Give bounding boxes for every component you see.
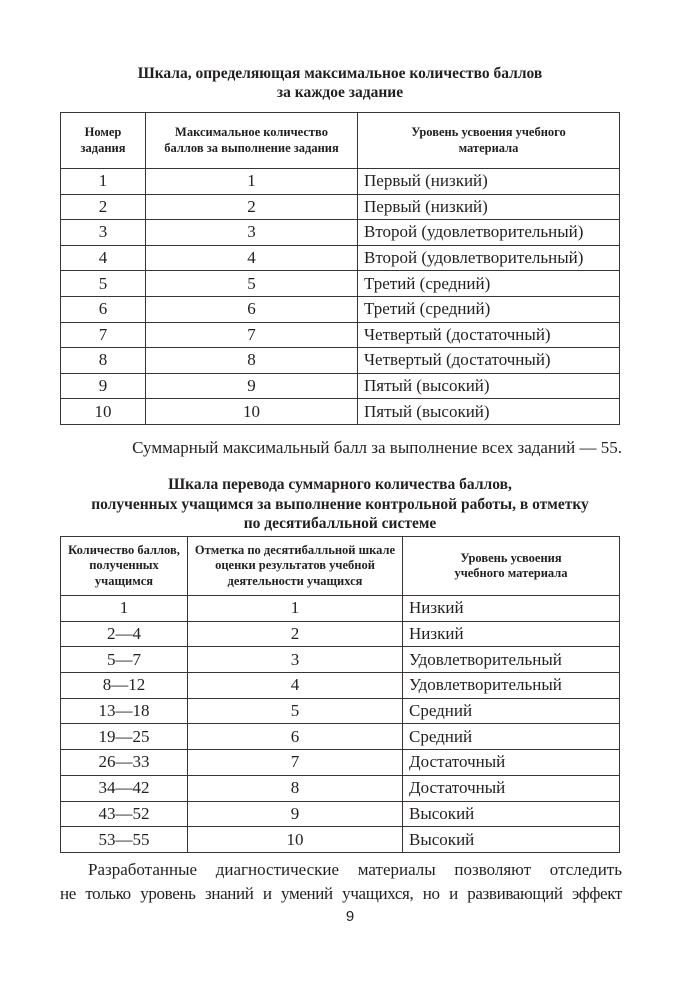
table-row (61, 373, 620, 399)
table-row (61, 673, 620, 699)
cell-level: Высокий (403, 827, 620, 853)
header-level: Уровень усвоения учебного материала (358, 113, 620, 169)
page-number: 9 (345, 908, 355, 925)
cell-task: 9 (61, 373, 146, 399)
cell-points: 8—12 (61, 673, 188, 699)
table-row (61, 271, 620, 297)
grade-conversion-table (60, 536, 620, 853)
cell-max: 9 (146, 373, 358, 399)
table-row (61, 322, 620, 348)
cell-level: Пятый (высокий) (358, 373, 620, 399)
cell-points: 2—4 (61, 621, 188, 647)
cell-level: Удовлетворительный (403, 647, 620, 673)
cell-level: Низкий (403, 596, 620, 622)
table2-title-line1: Шкала перевода суммарного количества баллов, (168, 476, 512, 493)
cell-mark: 8 (188, 775, 403, 801)
table-row (61, 647, 620, 673)
cell-max: 10 (146, 399, 358, 425)
cell-mark: 4 (188, 673, 403, 699)
table-row (61, 724, 620, 750)
table-row (61, 801, 620, 827)
cell-task: 1 (61, 169, 146, 195)
max-points-table (60, 112, 620, 425)
cell-mark: 9 (188, 801, 403, 827)
cell-max: 1 (146, 169, 358, 195)
table-row (61, 169, 620, 195)
header-points: Количество баллов, полученных учащимся (61, 537, 188, 596)
cell-points: 26—33 (61, 750, 188, 776)
closing-paragraph (60, 858, 622, 906)
table2-title (60, 475, 620, 534)
header-level: Уровень усвоения учебного материала (403, 537, 620, 596)
table-row (61, 194, 620, 220)
cell-level: Пятый (высокий) (358, 399, 620, 425)
table-row (61, 827, 620, 853)
table-row (61, 220, 620, 246)
cell-mark: 2 (188, 621, 403, 647)
cell-points: 53—55 (61, 827, 188, 853)
table-row (61, 775, 620, 801)
cell-task: 3 (61, 220, 146, 246)
cell-points: 5—7 (61, 647, 188, 673)
cell-task: 5 (61, 271, 146, 297)
table-row (61, 399, 620, 425)
cell-max: 4 (146, 245, 358, 271)
cell-level: Четвертый (достаточный) (358, 348, 620, 374)
cell-level: Средний (403, 724, 620, 750)
table-row (61, 621, 620, 647)
cell-mark: 10 (188, 827, 403, 853)
table1-title (60, 64, 620, 102)
table2-title-line2: полученных учащимся за выполнение контрольной работы, в отметку (91, 495, 589, 513)
cell-mark: 7 (188, 750, 403, 776)
cell-task: 4 (61, 245, 146, 271)
cell-max: 3 (146, 220, 358, 246)
table-row (61, 698, 620, 724)
table-row (61, 245, 620, 271)
cell-level: Достаточный (403, 750, 620, 776)
cell-level: Второй (удовлетворительный) (358, 245, 620, 271)
header-task-number: Номер задания (61, 113, 146, 169)
cell-max: 2 (146, 194, 358, 220)
closing-line1: Разработанные диагностические материалы позволяют отследить (88, 860, 622, 879)
cell-task: 8 (61, 348, 146, 374)
cell-max: 8 (146, 348, 358, 374)
cell-points: 43—52 (61, 801, 188, 827)
table-header-row (61, 113, 620, 169)
cell-points: 34—42 (61, 775, 188, 801)
cell-level: Третий (средний) (358, 296, 620, 322)
table2-title-line3: по десятибалльной системе (243, 515, 437, 532)
cell-level: Средний (403, 698, 620, 724)
cell-task: 7 (61, 322, 146, 348)
cell-level: Второй (удовлетворительный) (358, 220, 620, 246)
cell-level: Достаточный (403, 775, 620, 801)
cell-mark: 5 (188, 698, 403, 724)
table-row (61, 348, 620, 374)
table1-title-line1: Шкала, определяющая максимальное количество баллов (137, 65, 543, 82)
cell-level: Первый (низкий) (358, 194, 620, 220)
cell-mark: 1 (188, 596, 403, 622)
table1-title-line2: за каждое задание (276, 84, 404, 101)
cell-mark: 6 (188, 724, 403, 750)
cell-max: 7 (146, 322, 358, 348)
cell-mark: 3 (188, 647, 403, 673)
cell-level: Первый (низкий) (358, 169, 620, 195)
cell-task: 10 (61, 399, 146, 425)
table-header-row (61, 537, 620, 596)
cell-task: 6 (61, 296, 146, 322)
table-row (61, 296, 620, 322)
cell-points: 1 (61, 596, 188, 622)
cell-level: Четвертый (достаточный) (358, 322, 620, 348)
cell-level: Низкий (403, 621, 620, 647)
cell-level: Третий (средний) (358, 271, 620, 297)
cell-task: 2 (61, 194, 146, 220)
cell-max: 5 (146, 271, 358, 297)
closing-line2: не только уровень знаний и умений учащихся, но и развивающий эффект (60, 884, 622, 903)
cell-points: 13—18 (61, 698, 188, 724)
cell-level: Высокий (403, 801, 620, 827)
cell-max: 6 (146, 296, 358, 322)
header-mark: Отметка по десятибалльной шкале оценки результатов учебной деятельности учащихся (188, 537, 403, 596)
cell-level: Удовлетворительный (403, 673, 620, 699)
total-max-points-text: Суммарный максимальный балл за выполнение всех заданий — 55. (132, 438, 622, 457)
table-row (61, 750, 620, 776)
header-max-points: Максимальное количество баллов за выполнение задания (146, 113, 358, 169)
cell-points: 19—25 (61, 724, 188, 750)
table-row (61, 596, 620, 622)
